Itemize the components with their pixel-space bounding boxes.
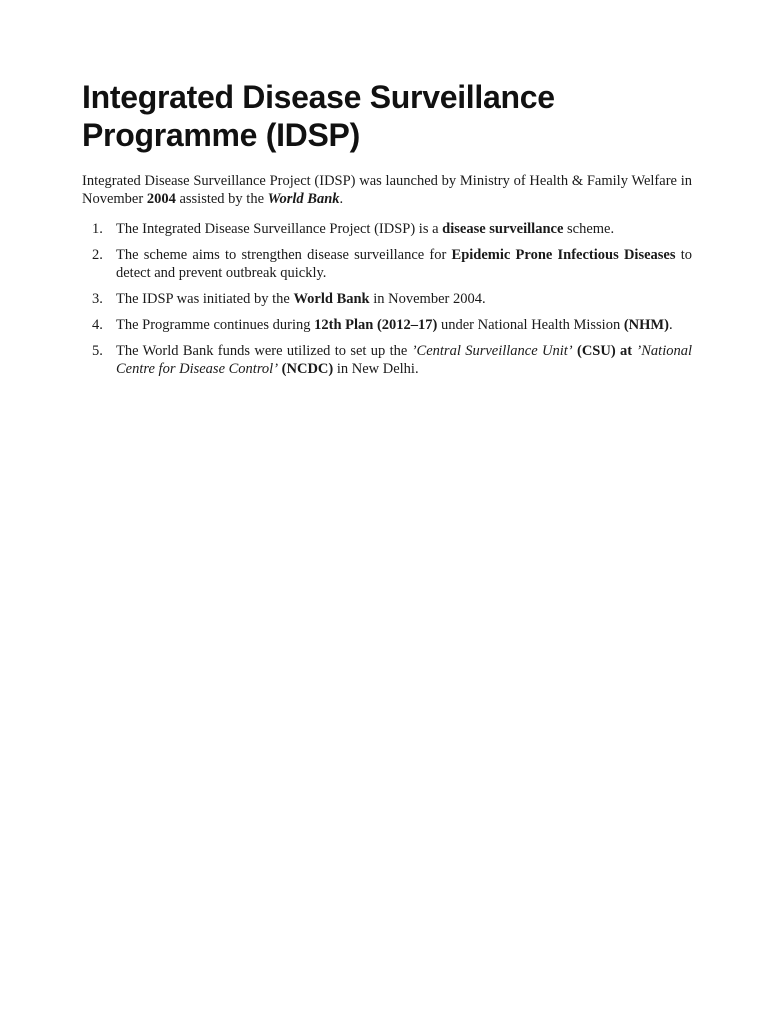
list-item-bold: (NHM) <box>623 317 669 333</box>
intro-text: Integrated Disease Surveillance Project (IDSP) was launched by Ministry of Health & Family Welfare in November <box>82 173 692 207</box>
list-item-text: The Programme continues during <box>116 317 315 333</box>
document-page <box>82 78 692 386</box>
page-title: Integrated Disease Surveillance Programme (IDSP) <box>82 79 555 153</box>
list-item-italic: ’National Centre for Disease Control’ <box>116 343 693 377</box>
intro-text: assisted by the <box>175 191 268 207</box>
list-item-text: to detect and prevent outbreak quickly. <box>116 247 692 281</box>
list-item-number: 5. <box>92 343 103 359</box>
list-item-bold: 12th Plan (2012–17) <box>314 317 438 333</box>
list-item-number: 3. <box>92 291 103 307</box>
list-item <box>82 316 692 334</box>
list-item <box>82 220 692 238</box>
list-item-bold: (CSU) at <box>576 343 633 359</box>
list-item-bold: (NCDC) <box>281 361 334 377</box>
list-item-text: . <box>668 317 673 333</box>
list-item <box>82 290 692 308</box>
list-item-text: The Integrated Disease Surveillance Project (IDSP) is a <box>116 221 443 237</box>
list-item <box>82 246 692 282</box>
list-item-bold: World Bank <box>293 291 370 307</box>
list-item-text: The IDSP was initiated by the <box>116 291 294 307</box>
list-item-number: 1. <box>92 221 103 237</box>
list-item-text: The scheme aims to strengthen disease surveillance for <box>116 247 452 263</box>
list-item <box>82 342 692 378</box>
list-item-text: in November 2004. <box>369 291 486 307</box>
list-item-bold: disease surveillance <box>442 221 564 237</box>
list-item-bold: Epidemic Prone Infectious Diseases <box>451 247 676 263</box>
intro-year: 2004 <box>146 191 176 207</box>
list-item-text: under National Health Mission <box>437 317 624 333</box>
list-item-text: The World Bank funds were utilized to set up the <box>116 343 412 359</box>
intro-paragraph <box>82 172 692 208</box>
list-item-italic: ’Central Surveillance Unit’ <box>411 343 573 359</box>
points-list <box>82 220 692 378</box>
list-item-number: 2. <box>92 247 103 263</box>
list-item-text: scheme. <box>563 221 615 237</box>
intro-text: . <box>339 191 344 207</box>
list-item-text: in New Delhi. <box>333 361 419 377</box>
list-item-number: 4. <box>92 317 103 333</box>
intro-world-bank: World Bank <box>267 191 340 207</box>
